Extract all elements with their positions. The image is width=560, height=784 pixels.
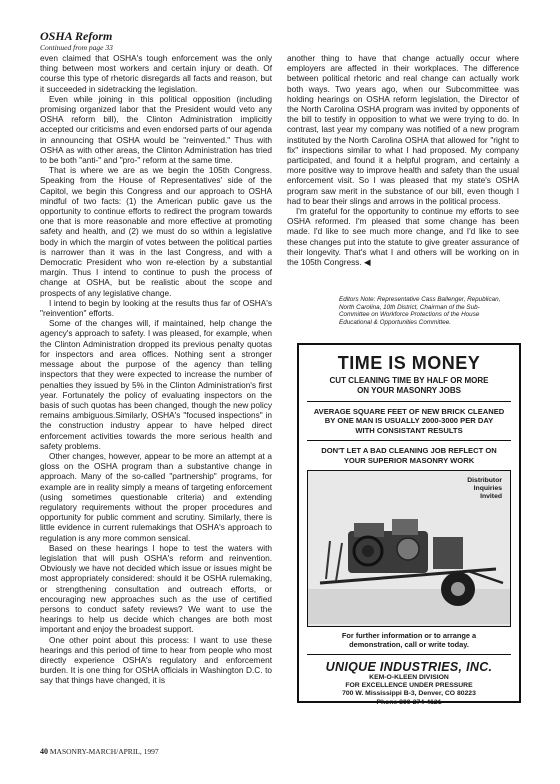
divider xyxy=(307,401,511,402)
article-title: OSHA Reform xyxy=(40,29,113,43)
ad-subheadline xyxy=(299,376,519,396)
advertisement xyxy=(297,343,521,706)
paragraph: Even while joining in this political opposition (including promising organized labor that the President would veto any OSHA reform bill), the Clinton Administration implicitly accepted our criticisms and even endorsed parts of our agenda in announcing that OSHA would be "reinvented." Thus with OSHA as with other areas, the Clinton Administration has tried to be both "anti-" and "pro-" reform at the same time. xyxy=(40,93,272,166)
issue-line: MASONRY-MARCH/APRIL, 1997 xyxy=(49,747,159,756)
company-tagline: FOR EXCELLENCE UNDER PRESSURE xyxy=(345,682,473,690)
paragraph: even claimed that OSHA's tough enforcement was the only thing between most workers and certain injury or death. Of course this type of rhetoric disregards all facts and reason, but it succeeded in sidetracking the legislation. xyxy=(40,53,272,94)
right-column xyxy=(287,53,519,267)
pressure-washer-photo xyxy=(307,470,511,627)
distributor-line: Distributor xyxy=(467,477,502,485)
ad-claim xyxy=(299,407,519,435)
ad-claim-line: WITH CONSISTANT RESULTS xyxy=(355,425,463,435)
paragraph: I intend to begin by looking at the results thus far of OSHA's "reinvention" efforts. xyxy=(40,297,272,319)
company-phone: Phone 800-274-4121 xyxy=(376,698,442,706)
ad-warning-line: DON'T LET A BAD CLEANING JOB REFLECT ON xyxy=(321,446,497,456)
left-column xyxy=(40,53,272,686)
ad-sub-line: ON YOUR MASONRY JOBS xyxy=(357,386,461,395)
ad-claim-line: BY ONE MAN IS USUALLY 2000-3000 PER DAY xyxy=(324,416,494,426)
editors-note: Editors Note: Representative Cass Ballenger, Republican, North Carolina, 10th District, Chairman of the Sub-Committee on Workforce Protections of the House Educational & Opportunities Committee. xyxy=(339,296,501,326)
ad-headline: TIME IS MONEY xyxy=(337,353,481,373)
company-details xyxy=(299,674,519,707)
ad-info-line: demonstration, call or write today. xyxy=(349,640,469,650)
paragraph: Other changes, however, appear to be more an attempt at a gloss on the OSHA program than a substantive change in approach. Many of the so-called "partnership" programs, for example are in reality simply a means of targeting enforcement (using sometimes questionable criteria) and extending regulatory requirements without the proper procedures and opportunity for public comment and scrutiny. Similarly, there is little evidence in current rulemakings that OSHA's approach to regulation is any more common sensical. xyxy=(40,450,272,543)
distributor-line: Inquiries xyxy=(473,485,502,493)
divider xyxy=(307,654,511,655)
divider xyxy=(307,440,511,441)
ad-warning xyxy=(299,446,519,465)
distributor-note xyxy=(467,477,502,501)
paragraph: another thing to have that change actually occur where employers are affected in their workplaces. The difference between political rhetoric and real change can actually work both ways. Two years ago, when our Subcommittee was holding hearings on OSHA reform legislation, the Director of the North Carolina OSHA program was invited by opponents of the bill to testify in opposition to what we were trying to do. In contrast, last year my company was notified of a new program instituted by the North Carolina OSHA that allowed for "right to fix" inspections similar to what I had proposed. My company participated, and found it a helpful program, and certainly a more positive way to improve health and safety than the usual enforcement visit. So I was pleased that my state's OSHA program saw merit in the substance of our bill, even though I had to bear their slings and arrows in the political process. xyxy=(287,53,519,206)
company-name: UNIQUE INDUSTRIES, INC. xyxy=(325,660,493,675)
division-name: KEM-O-KLEEN DIVISION xyxy=(369,674,449,682)
paragraph: Based on these hearings I hope to test the waters with legislation that will push OSHA's reform and reinvention. Obviously we have not decided which issue or issues might be most appropriately considered: should it be OSHA rulemaking, or strengthening consultation and outreach efforts, or encouraging new approaches such as the use of certified persons to conduct safety reviews? We want to use the hearings to help us decide which changes are both most important and enjoy the broadest support. xyxy=(40,542,272,635)
company-address: 700 W. Mississippi B-3, Denver, CO 80223 xyxy=(342,690,476,698)
paragraph: I'm grateful for the opportunity to continue my efforts to see OSHA reformed. I'm pleased that some change has been made. I'd like to see much more change, and I'd like to see these changes put into the statute to give greater assurance of their longevity. That's what I and others will be working on in the 105th Congress. ◀ xyxy=(287,206,519,268)
page-number: 40 xyxy=(40,747,48,756)
paragraph: That is where we are as we begin the 105th Congress. Speaking from the House of Representatives' side of the Capitol, we begin this Congress and our approach to OSHA mindful of two facts: (1) the American public gave us the opportunity to continue efforts to redirect the program towards one that is more reasonable and more effective at promoting safety and health, and (2) we must do so within a legislative body in which the margin of votes between the political parties is narrower than it was in the last Congress, and with a Democratic President who won re-election by a substantial margin. Thus I intend to continue to push the process of change at OSHA, but be realistic about the scope and prospects of any legislative change. xyxy=(40,165,272,298)
ad-warning-line: YOUR SUPERIOR MASONRY WORK xyxy=(343,455,475,465)
page-footer xyxy=(40,747,159,756)
ad-sub-line: CUT CLEANING TIME BY HALF OR MORE xyxy=(329,376,489,385)
distributor-line: Invited xyxy=(480,493,502,501)
paragraph: One other point about this process: I want to use these hearings and this period of time to hear from people who most directly experience OSHA's regulatory and enforcement burden. It is one thing for OSHA officials in Washington D.C. to say that things have changed, it is xyxy=(40,634,272,686)
continued-note: Continued from page 33 xyxy=(40,43,113,52)
paragraph: Some of the changes will, if maintained, help change the agency's approach to safety. I was pleased, for example, when the Clinton Administration dropped its previous penalty quotas for inspectors and area offices. Nothing sent a stronger message about the purpose of the agency than telling inspectors that they were expected to increase the number of penalties they issued by 5% in the Clinton Administration's first year. Fortunately the policy of evaluating inspectors on the basis of such quotas has been changed, though the new policy remains ambiguous.Similarly, OSHA's "focused inspections" in the construction industry appear to have helped direct enforcement activities towards the more serious health and safety problems. xyxy=(40,318,272,451)
ad-claim-line: AVERAGE SQUARE FEET OF NEW BRICK CLEANED xyxy=(313,407,505,416)
ad-contact-prompt xyxy=(299,631,519,649)
ad-info-line: For further information or to arrange a xyxy=(341,631,477,641)
